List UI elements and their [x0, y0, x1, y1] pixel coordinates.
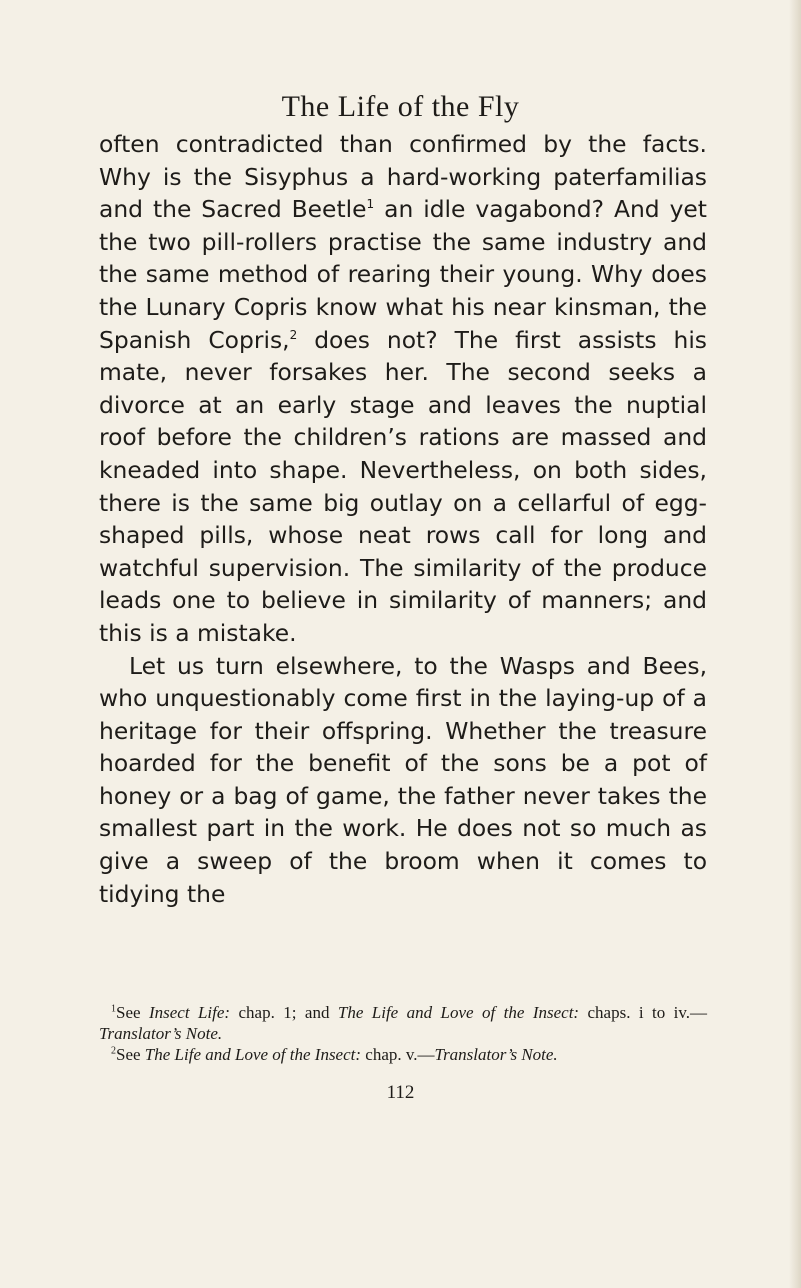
- italic-title: Translator’s Note.: [434, 1045, 558, 1064]
- footnote-marker: 2: [111, 1045, 116, 1057]
- page-number: 112: [386, 1082, 415, 1103]
- footnote-marker: 2: [289, 327, 298, 342]
- text-run: chaps. i to iv.—: [579, 1003, 708, 1022]
- running-head: The Life of the Fly: [281, 90, 520, 123]
- footnotes: [99, 1002, 707, 1065]
- footnote: [99, 1044, 707, 1065]
- italic-title: The Life and Love of the Insect:: [144, 1045, 362, 1064]
- body-text: [99, 128, 707, 910]
- paragraph: [99, 128, 707, 650]
- paragraph: [99, 650, 707, 911]
- text-run: an idle vagabond? And yet the two pill-rollers practise the same industry and the same method of rearing their young. Why does the Lunary Copris know what his near kinsman, the Spanish Copris,: [99, 195, 707, 354]
- text-run: See: [116, 1045, 145, 1064]
- text-run: chap. v.—: [361, 1045, 435, 1064]
- text-run: See: [116, 1003, 149, 1022]
- text-run: chap. 1; and: [230, 1003, 338, 1022]
- text-run: Let us turn elsewhere, to the Wasps and Bees, who unquestionably come first in the laying-up of a heritage for their offspring. Whether the treasure hoarded for the benefit of the sons be a pot of honey or a bag of game, the father never takes the smallest part in the work. He does not so much as give a sweep of the broom when it comes to tidying the: [99, 651, 707, 908]
- text-run: often contradicted than confirmed by the facts. Why is the Sisyphus a hard-working paterfamilias and the Sacred Beetle: [99, 130, 707, 224]
- italic-title: Insect Life:: [148, 1003, 231, 1022]
- italic-title: Translator’s Note.: [99, 1024, 223, 1043]
- footnote: [99, 1002, 707, 1044]
- italic-title: The Life and Love of the Insect:: [337, 1003, 580, 1022]
- text-run: does not? The first assists his mate, never forsakes her. The second seeks a divorce at an early stage and leaves the nuptial roof before the children’s rations are massed and kneaded into shape. Nevertheless, on both sides, there is the same big outlay on a cellarful of egg-shaped pills, whose neat rows call for long and watchful supervision. The similarity of the produce leads one to believe in similarity of manners; and this is a mistake.: [99, 325, 707, 647]
- footnote-marker: 1: [366, 197, 375, 212]
- footnote-marker: 1: [111, 1003, 116, 1015]
